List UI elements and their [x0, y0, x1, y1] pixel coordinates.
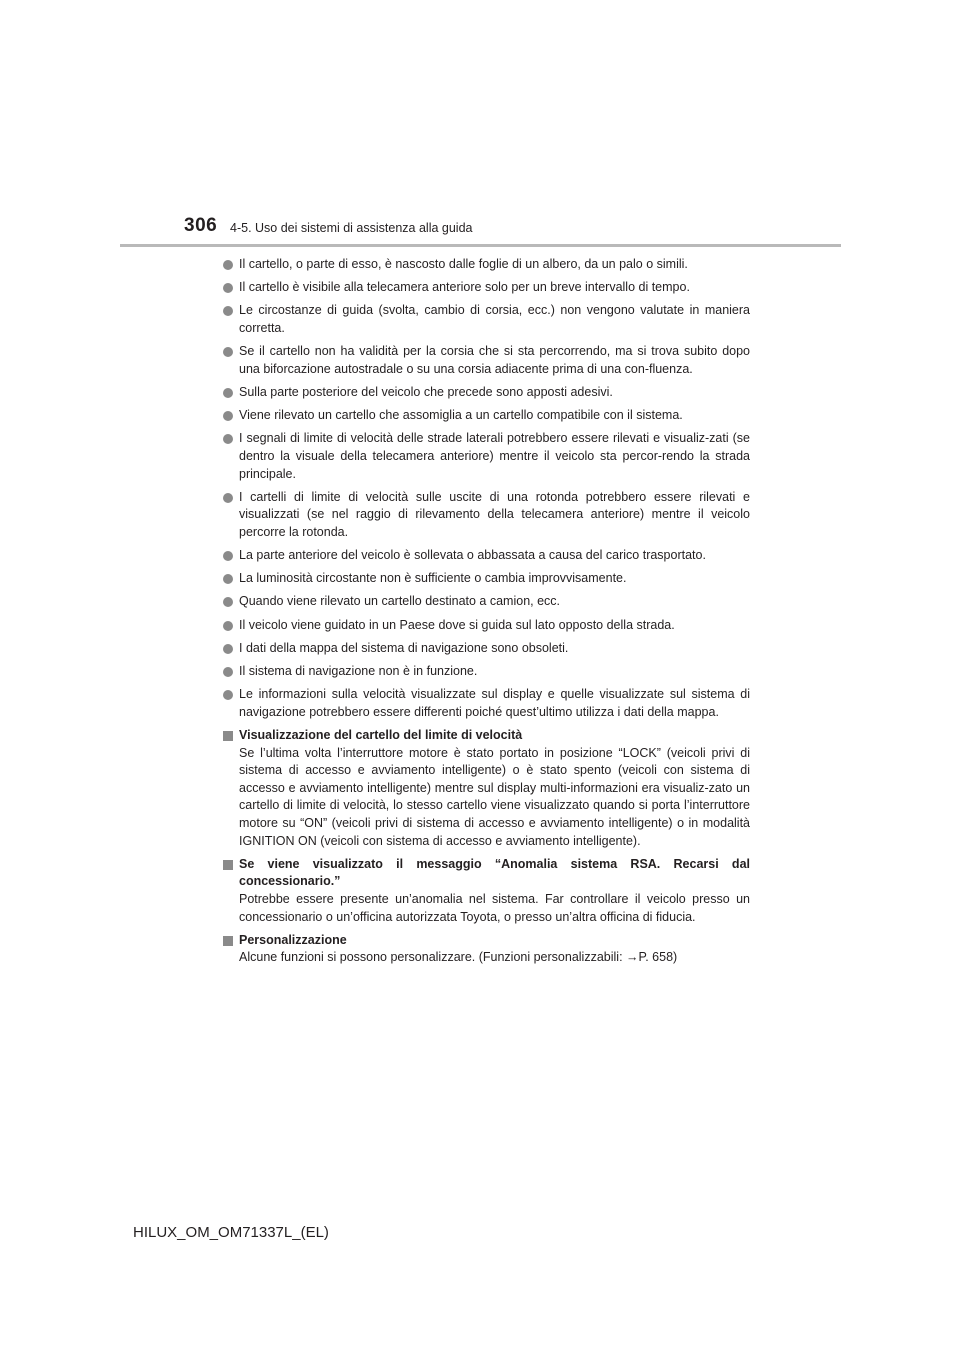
bullet-icon: [223, 597, 233, 607]
section-body: Potrebbe essere presente un’anomalia nel sistema. Far controllare il veicolo presso un concessionario o un’officina autorizzata Toyota, o presso un’altra officina di fiducia.: [239, 891, 750, 924]
list-item: Il cartello è visibile alla telecamera anteriore solo per un breve intervallo di tempo.: [223, 279, 750, 297]
bullet-icon: [223, 667, 233, 677]
section-body: Alcune funzioni si possono personalizzare. (Funzioni personalizzabili: →P. 658): [239, 950, 678, 965]
section-body: Se l’ultima volta l’interruttore motore è stato portato in posizione “LOCK” (veicoli privi di sistema di accesso e avviamento intelligente) o è stato spento (veicoli con sistema di accesso e avviamento intelligente) mentre sul display multi-informazioni era visualiz-zato un cartello di limite di velocità, lo stesso cartello viene visualizzato quando si porta l’interruttore motore su “ON” (veicoli privi di sistema di accesso e avviamento intelligente) o in modalità IGNITION ON (veicoli con sistema di accesso e avviamento intelligente).: [239, 745, 750, 848]
page-content: [223, 256, 750, 972]
square-bullet-icon: [223, 936, 233, 946]
bullet-icon: [223, 306, 233, 316]
section-heading: Se viene visualizzato il messaggio “Anomalia sistema RSA. Recarsi dal concessionario.”: [223, 856, 750, 891]
bullet-icon: [223, 347, 233, 357]
section-heading: Personalizzazione: [223, 932, 750, 950]
list-item: La parte anteriore del veicolo è sollevata o abbassata a causa del carico trasportato.: [223, 547, 750, 565]
list-item: Il cartello, o parte di esso, è nascosto dalle foglie di un albero, da un palo o simili.: [223, 256, 750, 274]
square-bullet-icon: [223, 860, 233, 870]
page-number: 306: [184, 215, 218, 236]
list-item: Le circostanze di guida (svolta, cambio di corsia, ecc.) non vengono valutate in maniera corretta.: [223, 302, 750, 337]
section-heading: Visualizzazione del cartello del limite di velocità: [223, 727, 750, 745]
section-title: 4-5. Uso dei sistemi di assistenza alla guida: [230, 221, 473, 235]
bullet-icon: [223, 551, 233, 561]
list-item: La luminosità circostante non è sufficiente o cambia improvvisamente.: [223, 570, 750, 588]
bullet-icon: [223, 434, 233, 444]
square-bullet-icon: [223, 731, 233, 741]
bullet-icon: [223, 388, 233, 398]
bullet-icon: [223, 260, 233, 270]
list-item: Il veicolo viene guidato in un Paese dove si guida sul lato opposto della strada.: [223, 617, 750, 635]
header-rule: [120, 244, 841, 247]
list-item: I cartelli di limite di velocità sulle uscite di una rotonda potrebbero essere rilevati e visualizzati (se nel raggio di rilevamento della telecamera anteriore) mentre il veicolo percorre la rotonda.: [223, 489, 750, 542]
bullet-icon: [223, 411, 233, 421]
list-item: I dati della mappa del sistema di navigazione sono obsoleti.: [223, 640, 750, 658]
list-item: Sulla parte posteriore del veicolo che precede sono apposti adesivi.: [223, 384, 750, 402]
list-item: Quando viene rilevato un cartello destinato a camion, ecc.: [223, 593, 750, 611]
document-code: HILUX_OM_OM71337L_(EL): [133, 1224, 329, 1241]
bullet-icon: [223, 690, 233, 700]
bullet-icon: [223, 644, 233, 654]
bullet-icon: [223, 621, 233, 631]
list-item: Viene rilevato un cartello che assomiglia a un cartello compatibile con il sistema.: [223, 407, 750, 425]
bullet-icon: [223, 493, 233, 503]
bullet-icon: [223, 283, 233, 293]
bullet-icon: [223, 574, 233, 584]
list-item: Il sistema di navigazione non è in funzione.: [223, 663, 750, 681]
list-item: Se il cartello non ha validità per la corsia che si sta percorrendo, ma si trova subito dopo una biforcazione autostradale o su una corsia adiacente prima di una con-fluenza.: [223, 343, 750, 378]
list-item: I segnali di limite di velocità delle strade laterali potrebbero essere rilevati e visualiz-zati (se dentro la visuale della telecamera anteriore) mentre il veicolo sta percor-rendo la strada principale.: [223, 430, 750, 483]
list-item: Le informazioni sulla velocità visualizzate sul display e quelle visualizzate sul sistema di navigazione potrebbero essere differenti poiché quest’ultimo utilizza i dati della mappa.: [223, 686, 750, 721]
